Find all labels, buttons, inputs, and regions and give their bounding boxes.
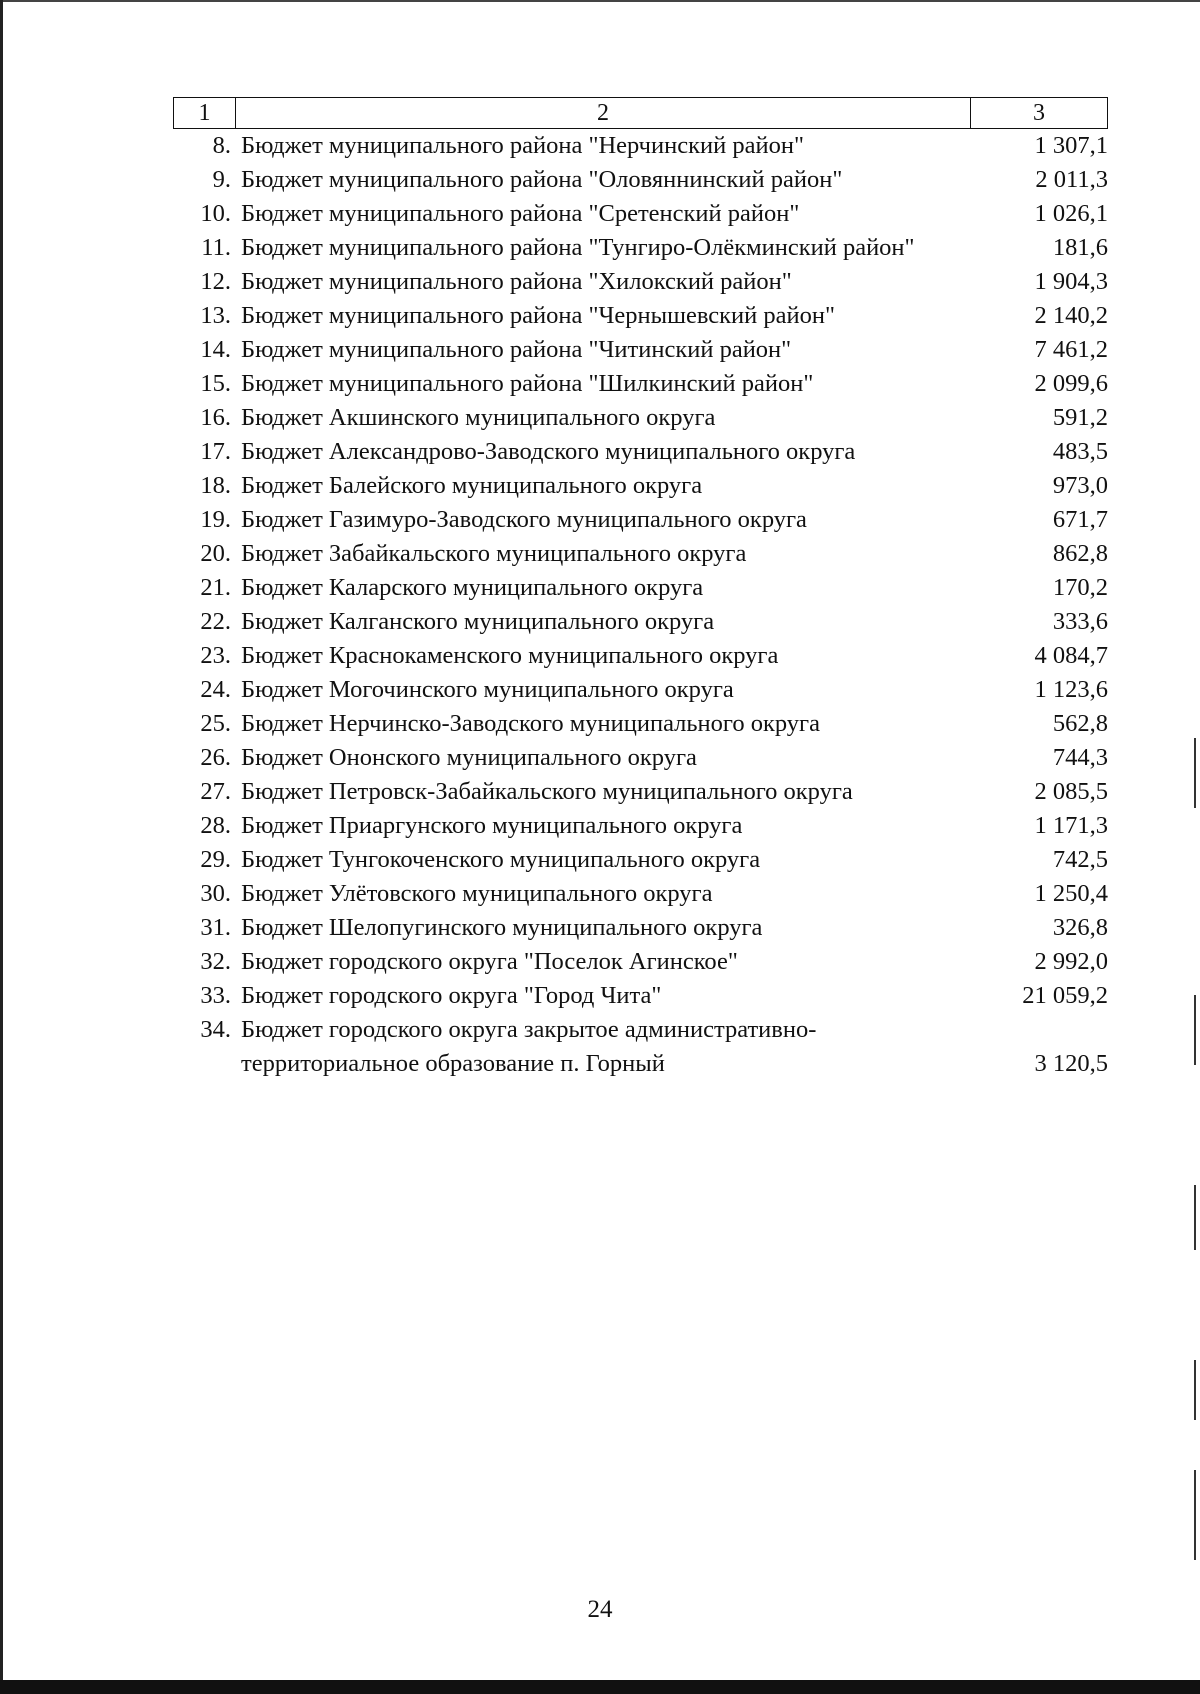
- row-number: 27.: [200, 778, 231, 805]
- row-number: 21.: [200, 574, 231, 601]
- row-number: 13.: [200, 302, 231, 329]
- row-value: 562,8: [1052, 710, 1108, 737]
- row-name: [235, 333, 995, 367]
- row-name-line: Бюджет Акшинского муниципального округа: [241, 404, 716, 431]
- row-name-line: Бюджет городского округа "Поселок Агинское": [241, 948, 738, 975]
- row-name-line: Бюджет Нерчинско-Заводского муниципального округа: [241, 710, 820, 737]
- row-name-line: Бюджет Улётовского муниципального округа: [241, 880, 713, 907]
- table-row: [173, 163, 1108, 197]
- row-name-line: Бюджет Балейского муниципального округа: [241, 472, 703, 499]
- table-row: [173, 741, 1108, 775]
- scan-mark: [1194, 738, 1196, 808]
- row-name: [235, 367, 995, 401]
- table-header-row: [173, 97, 1108, 129]
- row-number: 28.: [200, 812, 231, 839]
- row-number: 8.: [212, 132, 231, 159]
- table-row: [173, 367, 1108, 401]
- row-name-line: Бюджет Газимуро-Заводского муниципального округа: [241, 506, 807, 533]
- table-row: [173, 673, 1108, 707]
- row-value: 862,8: [1052, 540, 1108, 567]
- scan-edge-left: [0, 0, 3, 1694]
- row-value: 2 992,0: [1034, 948, 1108, 975]
- header-cell-col3: 3: [1033, 100, 1045, 126]
- row-number: 23.: [200, 642, 231, 669]
- row-name: [235, 401, 995, 435]
- row-name: [235, 503, 995, 537]
- table-row: [173, 197, 1108, 231]
- row-number: 25.: [200, 710, 231, 737]
- row-value: 2 085,5: [1034, 778, 1108, 805]
- scan-mark: [1194, 1360, 1196, 1420]
- row-value: 671,7: [1052, 506, 1108, 533]
- row-number: 29.: [200, 846, 231, 873]
- row-name-line: Бюджет муниципального района "Шилкинский район": [241, 370, 814, 397]
- row-value: 742,5: [1052, 846, 1108, 873]
- header-cell-col1: 1: [174, 98, 236, 128]
- row-name: [235, 129, 995, 163]
- row-name: [235, 809, 995, 843]
- row-name: [235, 911, 995, 945]
- row-name-line: Бюджет Каларского муниципального округа: [241, 574, 704, 601]
- table-row: [173, 401, 1108, 435]
- row-name: [235, 877, 995, 911]
- row-name-line: Бюджет Калганского муниципального округа: [241, 608, 715, 635]
- table-row: [173, 537, 1108, 571]
- scan-edge-bottom: [0, 1680, 1200, 1694]
- row-name-line: Бюджет Шелопугинского муниципального округа: [241, 914, 763, 941]
- row-name-line: Бюджет муниципального района "Нерчинский район": [241, 132, 804, 159]
- row-number: 30.: [200, 880, 231, 907]
- row-value: 326,8: [1052, 914, 1108, 941]
- row-number: 22.: [200, 608, 231, 635]
- row-number: 9.: [212, 166, 231, 193]
- scan-edge-top: [0, 0, 1200, 2]
- row-value: 973,0: [1052, 472, 1108, 499]
- row-name: [235, 299, 995, 333]
- row-value: 2 099,6: [1034, 370, 1108, 397]
- table-row: [173, 333, 1108, 367]
- row-name-line: Бюджет муниципального района "Оловяннинский район": [241, 166, 843, 193]
- row-name-line: Бюджет городского округа закрытое административно-: [241, 1016, 817, 1043]
- row-value: 1 307,1: [1034, 132, 1108, 159]
- table-row: [173, 979, 1108, 1013]
- table-row: [173, 911, 1108, 945]
- row-value: 1 904,3: [1034, 268, 1108, 295]
- row-name-line: Бюджет Могочинского муниципального округа: [241, 676, 734, 703]
- table-row: [173, 231, 1108, 265]
- row-name-line: Бюджет городского округа "Город Чита": [241, 982, 662, 1009]
- row-name: [235, 571, 995, 605]
- row-name: [235, 163, 995, 197]
- row-number: 15.: [200, 370, 231, 397]
- table-row: [173, 299, 1108, 333]
- row-value: 333,6: [1052, 608, 1108, 635]
- table-row: [173, 469, 1108, 503]
- row-name: [235, 673, 995, 707]
- row-number: 16.: [200, 404, 231, 431]
- header-cell-col2: 2: [236, 98, 971, 128]
- table-row: [173, 707, 1108, 741]
- row-value: 1 171,3: [1034, 812, 1108, 839]
- row-name: [235, 197, 995, 231]
- row-number: 17.: [200, 438, 231, 465]
- table-row: [173, 571, 1108, 605]
- row-name: [235, 537, 995, 571]
- row-name: [235, 639, 995, 673]
- row-number: 19.: [200, 506, 231, 533]
- table-row: [173, 945, 1108, 979]
- row-number: 32.: [200, 948, 231, 975]
- budget-table: [173, 97, 1108, 1081]
- row-number: 34.: [200, 1016, 231, 1043]
- row-name-line: Бюджет муниципального района "Сретенский район": [241, 200, 800, 227]
- scan-mark: [1194, 995, 1196, 1065]
- table-row: [173, 843, 1108, 877]
- row-name-line: Бюджет муниципального района "Чернышевский район": [241, 302, 835, 329]
- row-number: 31.: [200, 914, 231, 941]
- row-name-line: Бюджет муниципального района "Хилокский район": [241, 268, 792, 295]
- row-value: 483,5: [1052, 438, 1108, 465]
- row-number: 12.: [200, 268, 231, 295]
- row-name: [235, 979, 995, 1013]
- table-row: [173, 503, 1108, 537]
- row-name: [235, 605, 995, 639]
- row-value: 1 250,4: [1034, 880, 1108, 907]
- row-value: 744,3: [1052, 744, 1108, 771]
- page-number: 24: [587, 1596, 613, 1623]
- row-name-line: Бюджет Тунгокоченского муниципального округа: [241, 846, 761, 873]
- row-value: 2 140,2: [1034, 302, 1108, 329]
- table-row: [173, 775, 1108, 809]
- row-name-line: Бюджет Петровск-Забайкальского муниципального округа: [241, 778, 853, 805]
- row-value: 7 461,2: [1034, 336, 1108, 363]
- row-name: [235, 1013, 995, 1081]
- row-name-line: Бюджет Александрово-Заводского муниципального округа: [241, 438, 856, 465]
- row-value: 4 084,7: [1034, 642, 1108, 669]
- row-name-line: Бюджет Краснокаменского муниципального округа: [241, 642, 779, 669]
- table-row: [173, 265, 1108, 299]
- table-row: [173, 129, 1108, 163]
- row-name-line: Бюджет муниципального района "Читинский район": [241, 336, 792, 363]
- row-name: [235, 843, 995, 877]
- row-name: [235, 435, 995, 469]
- table-row: [173, 809, 1108, 843]
- row-value: 181,6: [1052, 234, 1108, 261]
- row-value: 3 120,5: [1034, 1050, 1108, 1077]
- row-name-line: Бюджет Приаргунского муниципального округа: [241, 812, 743, 839]
- row-name-line: территориальное образование п. Горный: [241, 1050, 665, 1077]
- row-number: 11.: [201, 234, 231, 261]
- row-name: [235, 945, 995, 979]
- row-number: 14.: [200, 336, 231, 363]
- row-number: 20.: [200, 540, 231, 567]
- row-name: [235, 741, 995, 775]
- table-row: [173, 1013, 1108, 1081]
- row-value: 1 026,1: [1034, 200, 1108, 227]
- row-name: [235, 469, 995, 503]
- row-value: 170,2: [1052, 574, 1108, 601]
- row-value: 2 011,3: [1035, 166, 1108, 193]
- row-name-line: Бюджет Забайкальского муниципального округа: [241, 540, 747, 567]
- scan-mark: [1194, 1470, 1196, 1560]
- row-number: 26.: [200, 744, 231, 771]
- row-value: 1 123,6: [1034, 676, 1108, 703]
- row-number: 33.: [200, 982, 231, 1009]
- table-row: [173, 435, 1108, 469]
- row-name: [235, 231, 995, 265]
- row-number: 24.: [200, 676, 231, 703]
- row-name: [235, 707, 995, 741]
- table-row: [173, 605, 1108, 639]
- row-number: 18.: [200, 472, 231, 499]
- table-body: [173, 129, 1108, 1081]
- row-name-line: Бюджет муниципального района "Тунгиро-Олёкминский район": [241, 234, 915, 261]
- row-value: 21 059,2: [1022, 982, 1108, 1009]
- row-number: 10.: [200, 200, 231, 227]
- table-row: [173, 877, 1108, 911]
- table-row: [173, 639, 1108, 673]
- row-name-line: Бюджет Ононского муниципального округа: [241, 744, 697, 771]
- row-value: 591,2: [1052, 404, 1108, 431]
- row-name: [235, 265, 995, 299]
- row-name: [235, 775, 995, 809]
- scan-mark: [1194, 1185, 1196, 1250]
